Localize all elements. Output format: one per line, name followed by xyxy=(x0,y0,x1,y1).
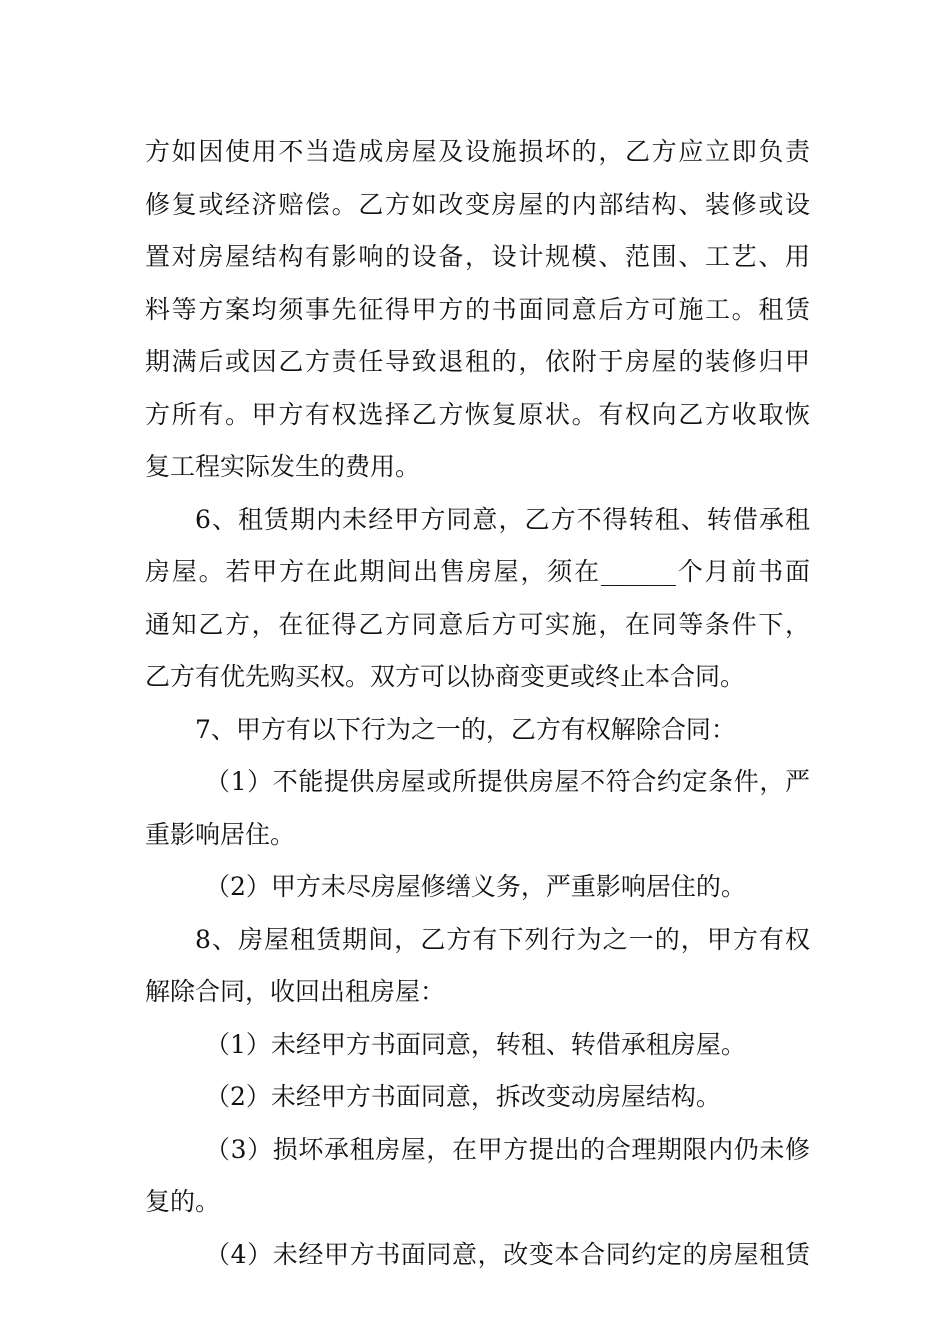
text-line: 房屋。若甲方在此期间出售房屋，须在______个月前书面 xyxy=(145,557,810,586)
text-line: 方所有。甲方有权选择乙方恢复原状。有权向乙方收取恢 xyxy=(145,399,810,429)
text-line: 乙方有优先购买权。双方可以协商变更或终止本合同。 xyxy=(145,662,746,691)
text-line: 通知乙方，在征得乙方同意后方可实施，在同等条件下， xyxy=(145,609,810,639)
text-line: 修复或经济赔偿。乙方如改变房屋的内部结构、装修或设 xyxy=(145,189,810,219)
text-line: 解除合同，收回出租房屋： xyxy=(145,977,446,1006)
clause-8-item-3: （3）损坏承租房屋，在甲方提出的合理期限内仍未修 xyxy=(205,1134,810,1164)
contract-body xyxy=(145,126,810,1281)
text-line: 置对房屋结构有影响的设备，设计规模、范围、工艺、用 xyxy=(145,242,810,271)
clause-8-item-2: （2）未经甲方书面同意，拆改变动房屋结构。 xyxy=(205,1082,721,1111)
clause-8-item-4: （4）未经甲方书面同意，改变本合同约定的房屋租赁 xyxy=(205,1239,810,1269)
text-line: 重影响居住。 xyxy=(145,819,296,849)
clause-8-heading: 8、房屋租赁期间，乙方有下列行为之一的，甲方有权 xyxy=(195,924,810,954)
clause-7-heading: 7、甲方有以下行为之一的，乙方有权解除合同： xyxy=(195,714,736,744)
text-line: 复工程实际发生的费用。 xyxy=(145,452,421,481)
text-line: 复的。 xyxy=(145,1187,221,1216)
text-line: 期满后或因乙方责任导致退租的，依附于房屋的装修归甲 xyxy=(145,347,810,376)
clause-8-item-1: （1）未经甲方书面同意，转租、转借承租房屋。 xyxy=(205,1029,746,1059)
text-line: 方如因使用不当造成房屋及设施损坏的，乙方应立即负责 xyxy=(145,137,810,166)
text-line: 料等方案均须事先征得甲方的书面同意后方可施工。租赁 xyxy=(145,294,810,324)
clause-7-item-2: （2）甲方未尽房屋修缮义务，严重影响居住的。 xyxy=(205,872,746,901)
clause-7-item-1: （1）不能提供房屋或所提供房屋不符合约定条件，严 xyxy=(205,767,810,796)
clause-6-heading: 6、租赁期内未经甲方同意，乙方不得转租、转借承租 xyxy=(195,504,810,534)
